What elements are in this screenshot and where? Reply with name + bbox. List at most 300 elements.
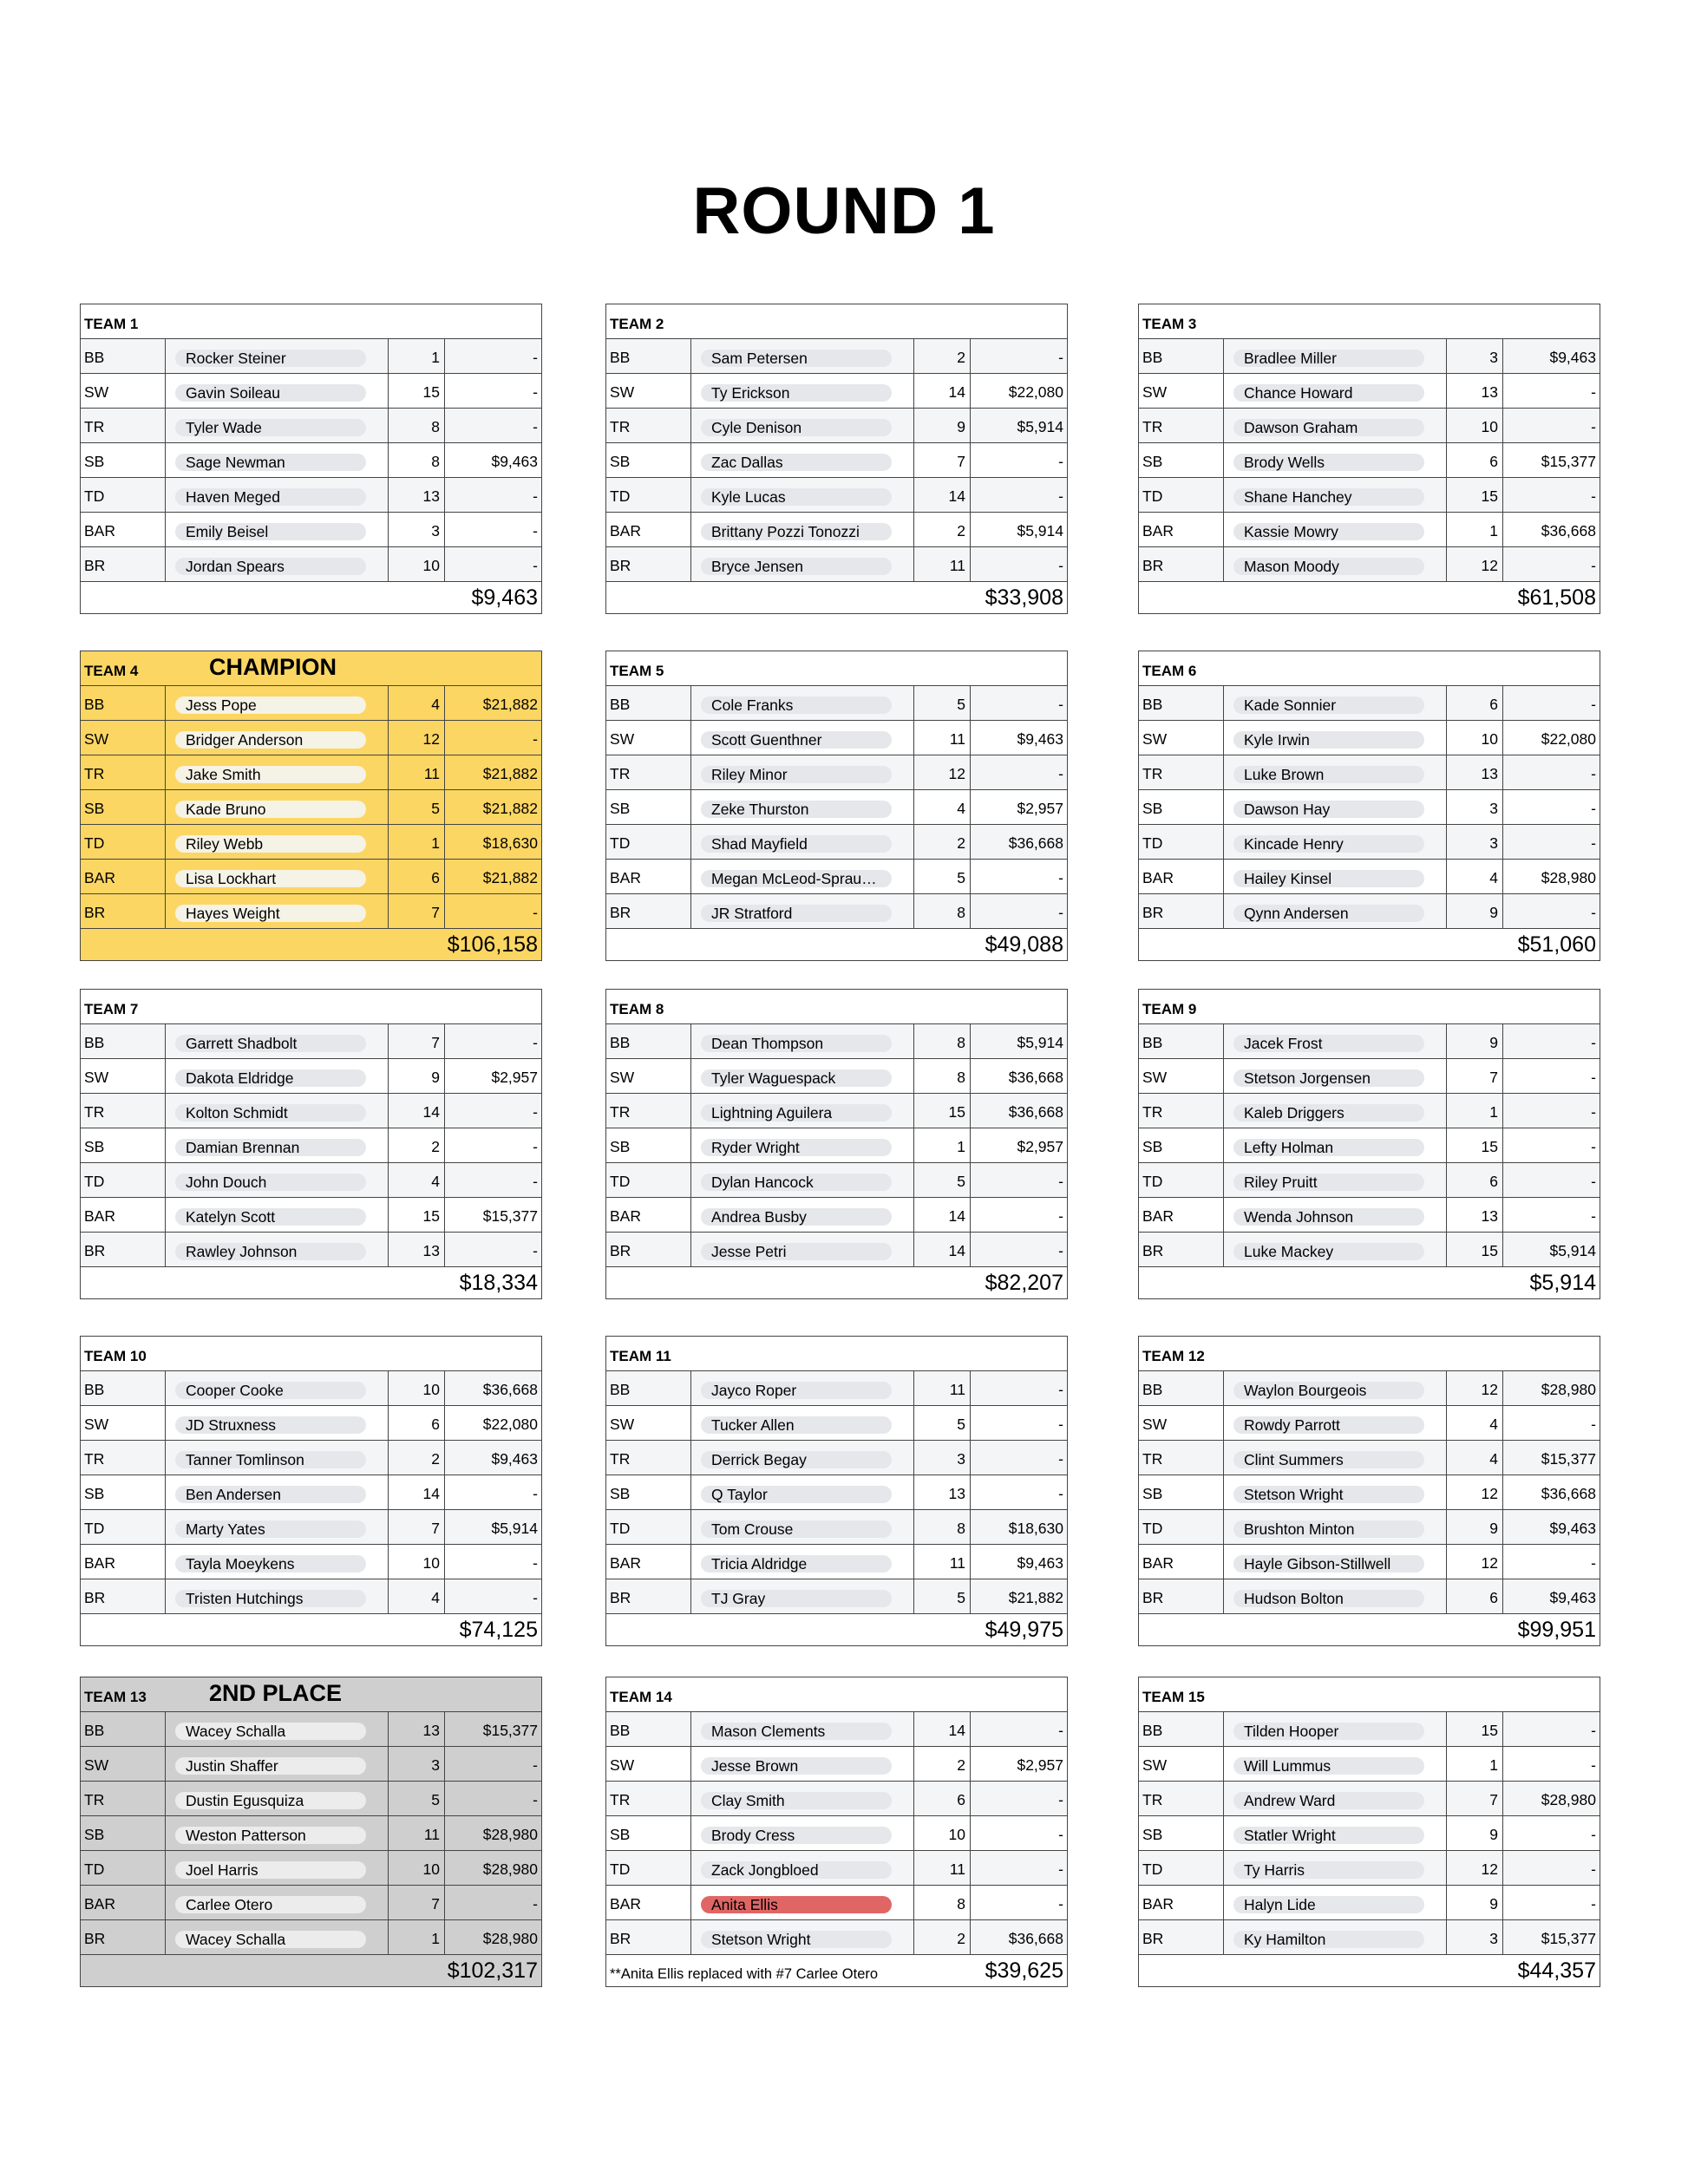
- earnings: $18,630: [1008, 1520, 1063, 1537]
- draw-number: 9: [1447, 1024, 1503, 1058]
- draw-number: 15: [389, 1198, 445, 1232]
- player-row: [1139, 443, 1600, 478]
- team-header: [81, 651, 541, 686]
- player-row: [1139, 1782, 1600, 1816]
- event-code: BB: [606, 1371, 691, 1405]
- draw-number: 6: [1447, 1579, 1503, 1613]
- team-total-row: [606, 1955, 1067, 1986]
- player-row: [1139, 1024, 1600, 1059]
- earnings: -: [533, 1034, 538, 1051]
- event-code: BR: [81, 547, 166, 581]
- earnings: $5,914: [1017, 1034, 1063, 1051]
- contestant-name: Lightning Aguilera: [701, 1104, 892, 1121]
- earnings: -: [1058, 1450, 1063, 1468]
- draw-number: 5: [914, 1579, 971, 1613]
- team-total-row: [606, 1614, 1067, 1645]
- contestant-name: Hailey Kinsel: [1233, 870, 1424, 887]
- team-card: [605, 1336, 1068, 1646]
- contestant-cell: [691, 1851, 914, 1885]
- earnings: -: [1058, 1416, 1063, 1433]
- earnings: -: [533, 1756, 538, 1774]
- team-header: [606, 304, 1067, 339]
- draw-number: 9: [914, 409, 971, 442]
- team-total: $82,207: [985, 1271, 1063, 1295]
- contestant-name: Brushton Minton: [1233, 1520, 1424, 1538]
- contestant-cell: [166, 894, 389, 928]
- player-row: [81, 374, 541, 409]
- player-row: [1139, 1059, 1600, 1094]
- contestant-cell: [691, 409, 914, 442]
- event-code: TR: [81, 755, 166, 789]
- contestant-cell: [166, 1920, 389, 1954]
- event-code: TR: [1139, 1441, 1224, 1475]
- team-name: TEAM 14: [610, 1689, 672, 1705]
- event-code: TD: [81, 478, 166, 512]
- player-row: [1139, 1851, 1600, 1886]
- team-total-row: [81, 929, 541, 960]
- player-row: [81, 1886, 541, 1920]
- player-row: [1139, 1441, 1600, 1475]
- team-total: $18,334: [459, 1271, 538, 1295]
- earnings: -: [1591, 383, 1596, 401]
- player-row: [606, 1475, 1067, 1510]
- team-total: $102,317: [447, 1958, 538, 1983]
- draw-number: 13: [1447, 374, 1503, 408]
- event-code: SB: [606, 443, 691, 477]
- earnings: $28,980: [1541, 1791, 1596, 1808]
- player-row: [606, 1747, 1067, 1782]
- contestant-cell: [166, 339, 389, 373]
- event-code: TR: [81, 1094, 166, 1128]
- draw-number: 12: [1447, 1545, 1503, 1579]
- team-name: TEAM 15: [1142, 1689, 1205, 1705]
- player-row: [606, 1163, 1067, 1198]
- team-total-row: [81, 582, 541, 613]
- earnings: -: [1058, 1860, 1063, 1878]
- team-header: [1139, 304, 1600, 339]
- event-code: TD: [81, 1851, 166, 1885]
- contestant-cell: [166, 721, 389, 755]
- draw-number: 15: [914, 1094, 971, 1128]
- earnings: $18,630: [482, 834, 538, 852]
- earnings: -: [1591, 1173, 1596, 1190]
- draw-number: 3: [1447, 1920, 1503, 1954]
- earnings: -: [1591, 800, 1596, 817]
- contestant-cell: [691, 686, 914, 720]
- draw-number: 10: [1447, 409, 1503, 442]
- contestant-name: Jesse Brown: [701, 1757, 892, 1775]
- contestant-name: Waylon Bourgeois: [1233, 1382, 1424, 1399]
- team-header: [81, 1337, 541, 1371]
- team-card: [1138, 1336, 1600, 1646]
- event-code: BR: [606, 894, 691, 928]
- contestant-name: Rocker Steiner: [175, 350, 366, 367]
- earnings: $21,882: [482, 800, 538, 817]
- team-header: [81, 304, 541, 339]
- contestant-cell: [691, 1712, 914, 1746]
- contestant-cell: [166, 790, 389, 824]
- earnings: -: [1591, 418, 1596, 435]
- player-row: [606, 513, 1067, 547]
- player-row: [1139, 1198, 1600, 1233]
- contestant-cell: [691, 755, 914, 789]
- team-name: TEAM 10: [84, 1348, 147, 1364]
- event-code: TR: [1139, 1094, 1224, 1128]
- event-code: SW: [81, 1747, 166, 1781]
- draw-number: 2: [914, 339, 971, 373]
- team-total-row: [81, 1267, 541, 1298]
- event-code: SW: [606, 721, 691, 755]
- draw-number: 11: [914, 1851, 971, 1885]
- event-code: SW: [81, 374, 166, 408]
- earnings: $21,882: [482, 869, 538, 886]
- player-row: [606, 721, 1067, 755]
- team-name: TEAM 5: [610, 663, 664, 679]
- contestant-cell: [166, 1371, 389, 1405]
- earnings: $28,980: [482, 1860, 538, 1878]
- draw-number: 11: [914, 1545, 971, 1579]
- earnings: $5,914: [1017, 418, 1063, 435]
- earnings: $15,377: [1541, 1450, 1596, 1468]
- player-row: [81, 686, 541, 721]
- contestant-name: Ben Andersen: [175, 1486, 366, 1503]
- draw-number: 11: [389, 755, 445, 789]
- draw-number: 7: [1447, 1782, 1503, 1815]
- player-row: [606, 1441, 1067, 1475]
- event-code: TD: [81, 1510, 166, 1544]
- draw-number: 13: [389, 1233, 445, 1266]
- event-code: TD: [606, 825, 691, 859]
- contestant-cell: [166, 1545, 389, 1579]
- draw-number: 7: [389, 1886, 445, 1919]
- event-code: BR: [1139, 1579, 1224, 1613]
- draw-number: 4: [1447, 860, 1503, 893]
- event-code: BB: [606, 339, 691, 373]
- earnings: $36,668: [482, 1381, 538, 1398]
- team-total: $99,951: [1517, 1618, 1596, 1642]
- player-row: [1139, 790, 1600, 825]
- contestant-cell: [691, 1579, 914, 1613]
- draw-number: 14: [914, 1233, 971, 1266]
- player-row: [81, 1851, 541, 1886]
- draw-number: 1: [914, 1128, 971, 1162]
- player-row: [81, 1545, 541, 1579]
- player-row: [81, 1371, 541, 1406]
- player-row: [1139, 1128, 1600, 1163]
- event-code: BAR: [606, 513, 691, 546]
- team-total-row: [1139, 1955, 1600, 1986]
- draw-number: 8: [389, 443, 445, 477]
- earnings: -: [1058, 453, 1063, 470]
- team-card: [80, 651, 542, 961]
- team-total-row: [606, 929, 1067, 960]
- event-code: BAR: [1139, 1545, 1224, 1579]
- event-code: BB: [81, 1712, 166, 1746]
- earnings: -: [1591, 765, 1596, 782]
- earnings: -: [1591, 1554, 1596, 1572]
- earnings: $36,668: [1541, 1485, 1596, 1502]
- player-row: [606, 1371, 1067, 1406]
- team-header: [606, 990, 1067, 1024]
- draw-number: 15: [389, 374, 445, 408]
- team-name: TEAM 13: [84, 1689, 147, 1705]
- contestant-name: Ty Harris: [1233, 1861, 1424, 1879]
- event-code: BR: [81, 1920, 166, 1954]
- contestant-name: Kassie Mowry: [1233, 523, 1424, 540]
- contestant-cell: [1224, 478, 1447, 512]
- contestant-name: Zeke Thurston: [701, 801, 892, 818]
- player-row: [1139, 478, 1600, 513]
- team-badge: 2ND PLACE: [209, 1680, 343, 1706]
- earnings: -: [1591, 834, 1596, 852]
- team-card: [1138, 989, 1600, 1299]
- player-row: [606, 1024, 1067, 1059]
- earnings: $5,914: [491, 1520, 538, 1537]
- player-row: [606, 1406, 1067, 1441]
- event-code: BAR: [1139, 1886, 1224, 1919]
- contestant-cell: [691, 1510, 914, 1544]
- draw-number: 1: [1447, 513, 1503, 546]
- draw-number: 12: [1447, 1371, 1503, 1405]
- event-code: TD: [606, 1510, 691, 1544]
- contestant-cell: [691, 1545, 914, 1579]
- event-code: BR: [606, 547, 691, 581]
- player-row: [606, 478, 1067, 513]
- contestant-cell: [1224, 443, 1447, 477]
- event-code: SW: [606, 1406, 691, 1440]
- contestant-name: Megan McLeod-Sprau…: [701, 870, 892, 887]
- player-row: [606, 1579, 1067, 1614]
- contestant-name: Garrett Shadbolt: [175, 1035, 366, 1052]
- draw-number: 6: [914, 1782, 971, 1815]
- draw-number: 2: [389, 1441, 445, 1475]
- event-code: TD: [81, 1163, 166, 1197]
- draw-number: 15: [1447, 478, 1503, 512]
- contestant-cell: [166, 1233, 389, 1266]
- contestant-cell: [166, 825, 389, 859]
- event-code: TR: [1139, 409, 1224, 442]
- contestant-cell: [1224, 825, 1447, 859]
- contestant-cell: [691, 1059, 914, 1093]
- contestant-name: Stetson Jorgensen: [1233, 1069, 1424, 1087]
- earnings: -: [1058, 1242, 1063, 1259]
- earnings: $9,463: [1549, 1520, 1596, 1537]
- earnings: -: [533, 1791, 538, 1808]
- contestant-cell: [1224, 1920, 1447, 1954]
- earnings: $28,980: [1541, 1381, 1596, 1398]
- player-row: [81, 1128, 541, 1163]
- player-row: [1139, 1233, 1600, 1267]
- earnings: -: [1591, 1034, 1596, 1051]
- contestant-name: Haven Meged: [175, 488, 366, 506]
- contestant-name: Chance Howard: [1233, 384, 1424, 402]
- earnings: -: [533, 1589, 538, 1606]
- draw-number: 8: [914, 1024, 971, 1058]
- contestant-name: Riley Pruitt: [1233, 1174, 1424, 1191]
- contestant-name: Halyn Lide: [1233, 1896, 1424, 1913]
- contestant-name: Hayes Weight: [175, 905, 366, 922]
- contestant-cell: [1224, 1059, 1447, 1093]
- team-header: [1139, 990, 1600, 1024]
- event-code: SB: [606, 1816, 691, 1850]
- team-card: [605, 651, 1068, 961]
- earnings: $36,668: [1008, 1103, 1063, 1121]
- contestant-cell: [1224, 547, 1447, 581]
- event-code: BB: [1139, 1371, 1224, 1405]
- draw-number: 5: [914, 1163, 971, 1197]
- draw-number: 14: [389, 1094, 445, 1128]
- draw-number: 12: [389, 721, 445, 755]
- player-row: [606, 755, 1067, 790]
- earnings: $5,914: [1017, 522, 1063, 539]
- earnings: $21,882: [1008, 1589, 1063, 1606]
- earnings: -: [1591, 1860, 1596, 1878]
- event-code: TR: [606, 1782, 691, 1815]
- contestant-name: Marty Yates: [175, 1520, 366, 1538]
- team-header: [81, 1677, 541, 1712]
- player-row: [81, 409, 541, 443]
- team-header: [1139, 1337, 1600, 1371]
- contestant-name: Stetson Wright: [1233, 1486, 1424, 1503]
- contestant-cell: [1224, 1024, 1447, 1058]
- contestant-cell: [166, 1782, 389, 1815]
- player-row: [1139, 374, 1600, 409]
- player-row: [81, 478, 541, 513]
- draw-number: 9: [1447, 894, 1503, 928]
- earnings: $2,957: [491, 1069, 538, 1086]
- team-header: [606, 651, 1067, 686]
- event-code: SW: [1139, 721, 1224, 755]
- event-code: TR: [606, 409, 691, 442]
- contestant-cell: [166, 1579, 389, 1613]
- player-row: [1139, 1579, 1600, 1614]
- contestant-cell: [1224, 1371, 1447, 1405]
- player-row: [81, 1024, 541, 1059]
- contestant-cell: [166, 1441, 389, 1475]
- contestant-cell: [1224, 686, 1447, 720]
- contestant-name: Tanner Tomlinson: [175, 1451, 366, 1468]
- player-row: [606, 1094, 1067, 1128]
- contestant-cell: [691, 547, 914, 581]
- draw-number: 6: [1447, 1163, 1503, 1197]
- contestant-name: Tyler Waguespack: [701, 1069, 892, 1087]
- contestant-cell: [166, 409, 389, 442]
- player-row: [606, 443, 1067, 478]
- event-code: SB: [606, 790, 691, 824]
- earnings: -: [533, 904, 538, 921]
- event-code: BAR: [606, 860, 691, 893]
- event-code: BR: [1139, 1920, 1224, 1954]
- draw-number: 1: [1447, 1094, 1503, 1128]
- player-row: [606, 1128, 1067, 1163]
- contestant-name: Wacey Schalla: [175, 1723, 366, 1740]
- draw-number: 5: [914, 860, 971, 893]
- contestant-name: Zac Dallas: [701, 454, 892, 471]
- contestant-cell: [1224, 1712, 1447, 1746]
- contestant-name: Anita Ellis: [701, 1896, 892, 1913]
- draw-number: 4: [389, 1579, 445, 1613]
- contestant-name: Tristen Hutchings: [175, 1590, 366, 1607]
- event-code: BR: [81, 894, 166, 928]
- earnings: -: [533, 522, 538, 539]
- team-name: TEAM 6: [1142, 663, 1197, 679]
- earnings: -: [1591, 1069, 1596, 1086]
- contestant-name: Cole Franks: [701, 696, 892, 714]
- player-row: [1139, 513, 1600, 547]
- contestant-name: John Douch: [175, 1174, 366, 1191]
- contestant-name: Will Lummus: [1233, 1757, 1424, 1775]
- player-row: [606, 894, 1067, 929]
- draw-number: 8: [914, 1059, 971, 1093]
- contestant-name: Dawson Graham: [1233, 419, 1424, 436]
- contestant-name: Hudson Bolton: [1233, 1590, 1424, 1607]
- event-code: SB: [81, 443, 166, 477]
- event-code: TR: [606, 755, 691, 789]
- contestant-name: Shad Mayfield: [701, 835, 892, 853]
- contestant-cell: [1224, 1163, 1447, 1197]
- draw-number: 1: [389, 1920, 445, 1954]
- player-row: [606, 1545, 1067, 1579]
- event-code: TR: [81, 1782, 166, 1815]
- draw-number: 9: [1447, 1886, 1503, 1919]
- contestant-cell: [1224, 755, 1447, 789]
- event-code: BAR: [81, 1545, 166, 1579]
- player-row: [81, 1920, 541, 1955]
- earnings: -: [1591, 1103, 1596, 1121]
- draw-number: 1: [1447, 1747, 1503, 1781]
- team-name: TEAM 7: [84, 1001, 139, 1017]
- player-row: [1139, 1886, 1600, 1920]
- draw-number: 13: [1447, 1198, 1503, 1232]
- draw-number: 14: [914, 478, 971, 512]
- player-row: [81, 721, 541, 755]
- contestant-cell: [166, 755, 389, 789]
- contestant-cell: [1224, 1886, 1447, 1919]
- event-code: BB: [81, 1024, 166, 1058]
- draw-number: 6: [1447, 443, 1503, 477]
- team-badge: CHAMPION: [209, 654, 337, 680]
- event-code: TR: [606, 1441, 691, 1475]
- event-code: BB: [81, 1371, 166, 1405]
- draw-number: 1: [389, 825, 445, 859]
- player-row: [606, 1059, 1067, 1094]
- draw-number: 5: [389, 790, 445, 824]
- contestant-name: Emily Beisel: [175, 523, 366, 540]
- contestant-name: Joel Harris: [175, 1861, 366, 1879]
- contestant-name: Jayco Roper: [701, 1382, 892, 1399]
- draw-number: 13: [1447, 755, 1503, 789]
- draw-number: 8: [914, 894, 971, 928]
- draw-number: 7: [1447, 1059, 1503, 1093]
- earnings: -: [533, 1895, 538, 1913]
- contestant-cell: [166, 1406, 389, 1440]
- earnings: $9,463: [1017, 1554, 1063, 1572]
- event-code: TR: [606, 1094, 691, 1128]
- contestant-name: Jess Pope: [175, 696, 366, 714]
- contestant-name: Tayla Moeykens: [175, 1555, 366, 1573]
- event-code: SB: [606, 1475, 691, 1509]
- contestant-cell: [691, 443, 914, 477]
- event-code: BR: [1139, 1233, 1224, 1266]
- earnings: -: [1058, 1173, 1063, 1190]
- contestant-cell: [691, 1782, 914, 1815]
- draw-number: 9: [1447, 1816, 1503, 1850]
- contestant-name: Wacey Schalla: [175, 1931, 366, 1948]
- team-total-row: [81, 1614, 541, 1645]
- event-code: SB: [81, 1475, 166, 1509]
- team-total: $51,060: [1517, 932, 1596, 957]
- contestant-name: Sam Petersen: [701, 350, 892, 367]
